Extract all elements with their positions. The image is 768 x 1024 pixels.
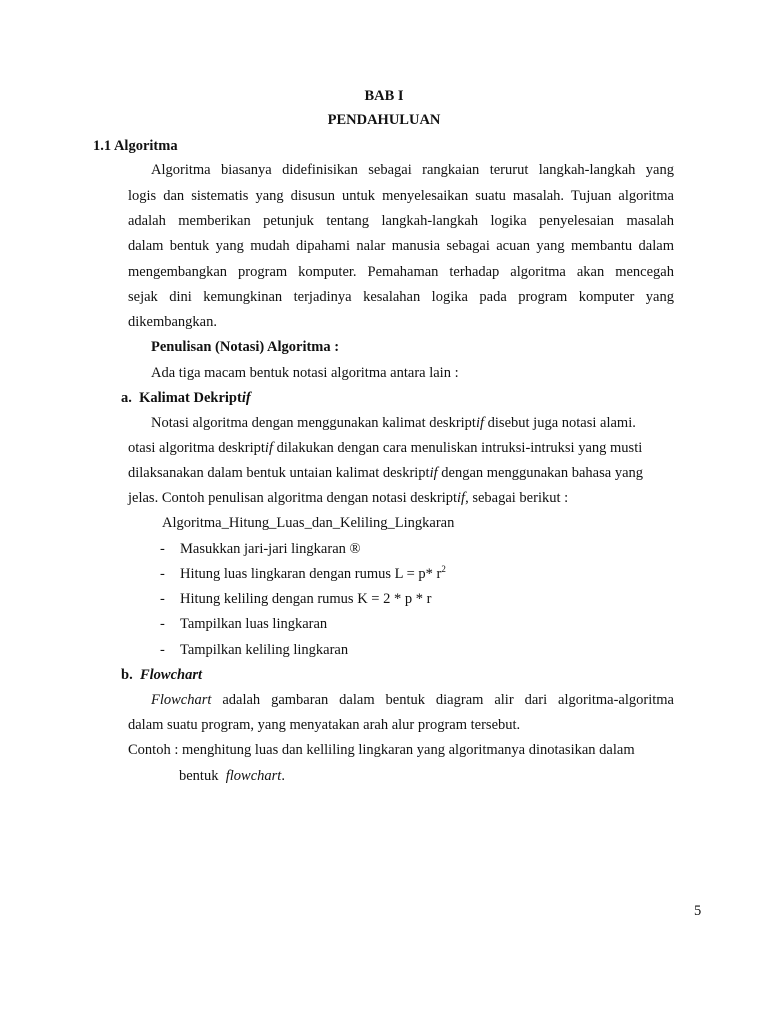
- subsection-a-marker: a.: [121, 390, 132, 406]
- intro-line: dikembangkan.: [128, 314, 217, 330]
- subsection-a-title-italic: if: [241, 390, 251, 406]
- sub-a-line-1: [151, 415, 636, 432]
- text-run: .: [281, 768, 285, 784]
- step-text: Hitung keliling dengan rumus K = 2 * p * r: [180, 591, 432, 607]
- page-number: 5: [694, 903, 702, 919]
- text-run: disebut juga notasi alami.: [484, 415, 636, 431]
- text-run-italic: if: [457, 490, 466, 506]
- list-item: [160, 541, 361, 558]
- intro-line: mengembangkan program komputer. Pemahaman terhadap algoritma akan mencegah: [128, 264, 674, 280]
- subsection-b-title: Flowchart: [139, 667, 202, 683]
- bullet-dash: -: [160, 642, 165, 658]
- list-item: [160, 591, 431, 608]
- list-item: [160, 566, 446, 583]
- text-run: , sebagai berikut :: [465, 490, 569, 506]
- chapter-number: BAB I: [364, 88, 404, 104]
- step-text: Hitung luas lingkaran dengan rumus L = p* r: [180, 566, 442, 582]
- sub-b-line-2: dalam suatu program, yang menyatakan arah alur program tersebut.: [128, 717, 521, 733]
- bullet-dash: -: [160, 591, 165, 607]
- step-text: Tampilkan keliling lingkaran: [180, 642, 349, 658]
- text-run-italic: if: [264, 440, 273, 456]
- section-heading: 1.1 Algoritma: [93, 138, 178, 154]
- text-run-italic: flowchart: [225, 768, 282, 784]
- subsection-a-heading: [121, 390, 251, 407]
- intro-line: logis dan sistematis yang disusun untuk menyelesaikan suatu masalah. Tujuan algoritma: [128, 188, 674, 204]
- text-run-italic: Flowchart: [151, 692, 212, 708]
- text-run: Notasi algoritma dengan menggunakan kalimat deskript: [151, 415, 476, 431]
- sub-b-line-4: [179, 768, 285, 785]
- step-text: Tampilkan luas lingkaran: [180, 616, 328, 632]
- text-run-italic: if: [475, 415, 485, 431]
- list-item: [160, 642, 348, 659]
- text-run: bentuk: [179, 768, 226, 784]
- intro-line: Algoritma biasanya didefinisikan sebagai rangkaian terurut langkah-langkah yang: [151, 162, 674, 178]
- sub-b-line-3: Contoh : menghitung luas dan kelliling lingkaran yang algoritmanya dinotasikan dalam: [128, 742, 635, 758]
- subsection-a-title: Kalimat Dekript: [139, 390, 242, 406]
- sub-a-line-4: [128, 490, 568, 507]
- algorithm-title: Algoritma_Hitung_Luas_dan_Keliling_Lingkaran: [162, 515, 455, 531]
- subsection-b-marker: b.: [121, 667, 133, 683]
- chapter-title: PENDAHULUAN: [327, 112, 441, 128]
- bullet-dash: -: [160, 541, 165, 557]
- text-run: dilakukan dengan cara menuliskan intruksi-intruksi yang musti: [272, 440, 643, 456]
- notation-heading: Penulisan (Notasi) Algoritma :: [151, 339, 340, 355]
- step-text: Masukkan jari-jari lingkaran ®: [180, 541, 361, 557]
- intro-line: sejak dini kemungkinan terjadinya kesalahan logika pada program komputer yang: [128, 289, 674, 305]
- notation-intro: Ada tiga macam bentuk notasi algoritma antara lain :: [151, 365, 459, 381]
- text-run: dilaksanakan dalam bentuk untaian kalimat deskript: [128, 465, 430, 481]
- intro-line: adalah memberikan petunjuk tentang langkah-langkah logika penyelesaian masalah: [128, 213, 674, 229]
- bullet-dash: -: [160, 616, 165, 632]
- text-run: jelas. Contoh penulisan algoritma dengan notasi deskript: [128, 490, 458, 506]
- sub-b-line-1: [151, 692, 674, 709]
- text-run: dengan menggunakan bahasa yang: [437, 465, 643, 481]
- intro-line: dalam bentuk yang mudah dipahami nalar manusia sebagai acuan yang membantu dalam: [128, 238, 674, 254]
- sub-a-line-2: [128, 440, 642, 457]
- text-run: adalah gambaran dalam bentuk diagram alir dari algoritma-algoritma: [211, 692, 674, 708]
- text-run: otasi algoritma deskript: [128, 440, 265, 456]
- bullet-dash: -: [160, 566, 165, 582]
- text-run-italic: if: [429, 465, 438, 481]
- subsection-b-heading: [121, 667, 202, 684]
- list-item: [160, 616, 327, 633]
- sub-a-line-3: [128, 465, 643, 482]
- superscript: 2: [441, 564, 446, 574]
